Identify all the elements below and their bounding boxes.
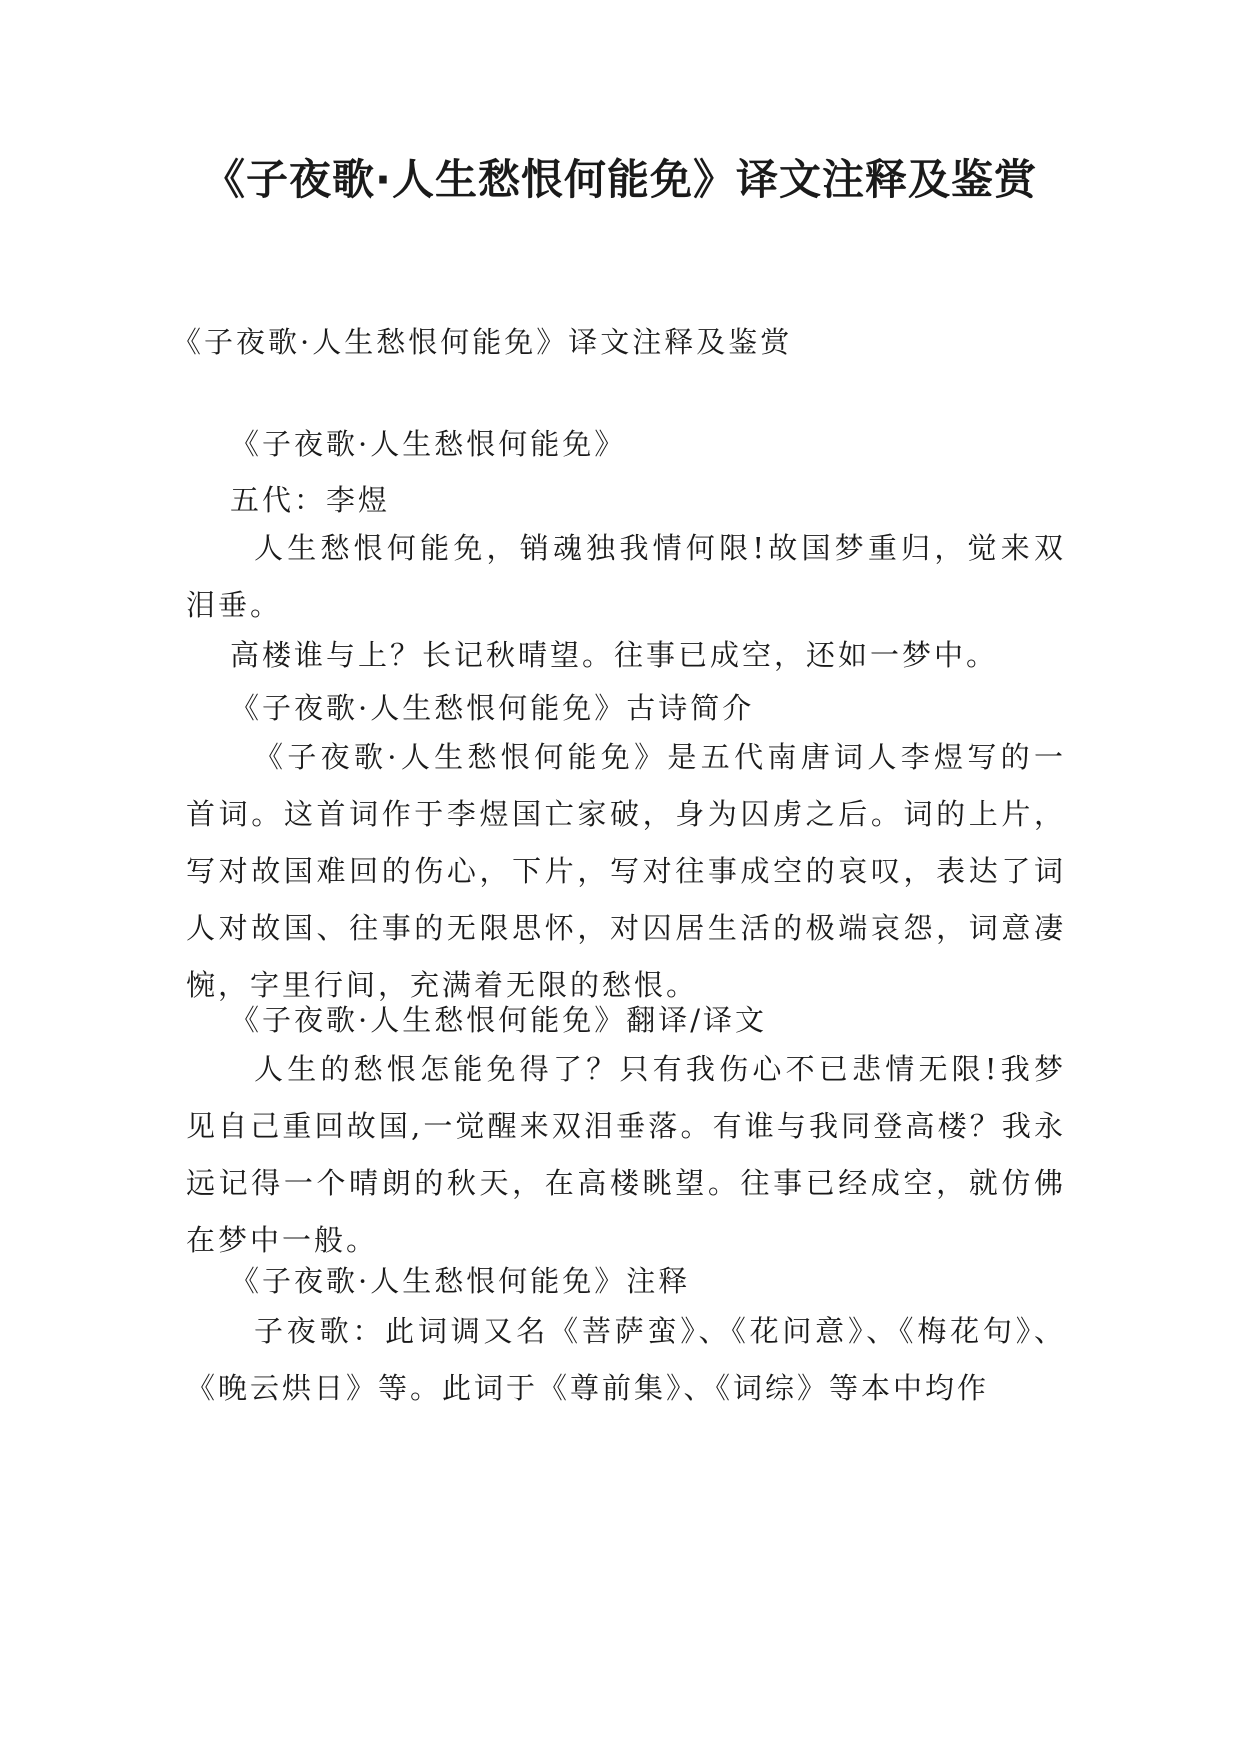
document-subtitle: 《子夜歌·人生愁恨何能免》译文注释及鉴赏 xyxy=(172,325,793,359)
poem-title: 《子夜歌·人生愁恨何能免》 xyxy=(230,427,627,461)
notes-paragraph: 子夜歌：此词调又名《菩萨蛮》、《花问意》、《梅花句》、《晚云烘日》等。此词于《尊前集》、《词综》等本中均作 xyxy=(186,1314,1066,1405)
poem-stanza-2: 高楼谁与上？长记秋晴望。往事已成空，还如一梦中。 xyxy=(230,638,999,672)
intro-paragraph: 《子夜歌·人生愁恨何能免》是五代南唐词人李煜写的一首词。这首词作于李煜国亡家破，身为囚虏之后。词的上片，写对故国难回的伤心，下片，写对往事成空的哀叹，表达了词人对故国、往事的无限思怀，对囚居生活的极端哀怨，词意凄惋，字里行间，充满着无限的愁恨。 xyxy=(186,740,1066,1002)
author-line: 五代：李煜 xyxy=(230,483,391,517)
translation-heading: 《子夜歌·人生愁恨何能免》翻译/译文 xyxy=(230,1003,767,1037)
notes-heading: 《子夜歌·人生愁恨何能免》注释 xyxy=(230,1264,691,1298)
translation-paragraph: 人生的愁恨怎能免得了？只有我伤心不已悲情无限!我梦见自己重回故国,一觉醒来双泪垂落。有谁与我同登高楼？我永远记得一个晴朗的秋天，在高楼眺望。往事已经成空，就仿佛在梦中一般。 xyxy=(186,1052,1066,1257)
document-title: 《子夜歌·人生愁恨何能免》译文注释及鉴赏 xyxy=(203,155,1037,204)
poem-stanza-1: 人生愁恨何能免，销魂独我情何限!故国梦重归，觉来双泪垂。 xyxy=(186,531,1066,622)
intro-heading: 《子夜歌·人生愁恨何能免》古诗简介 xyxy=(230,691,755,725)
